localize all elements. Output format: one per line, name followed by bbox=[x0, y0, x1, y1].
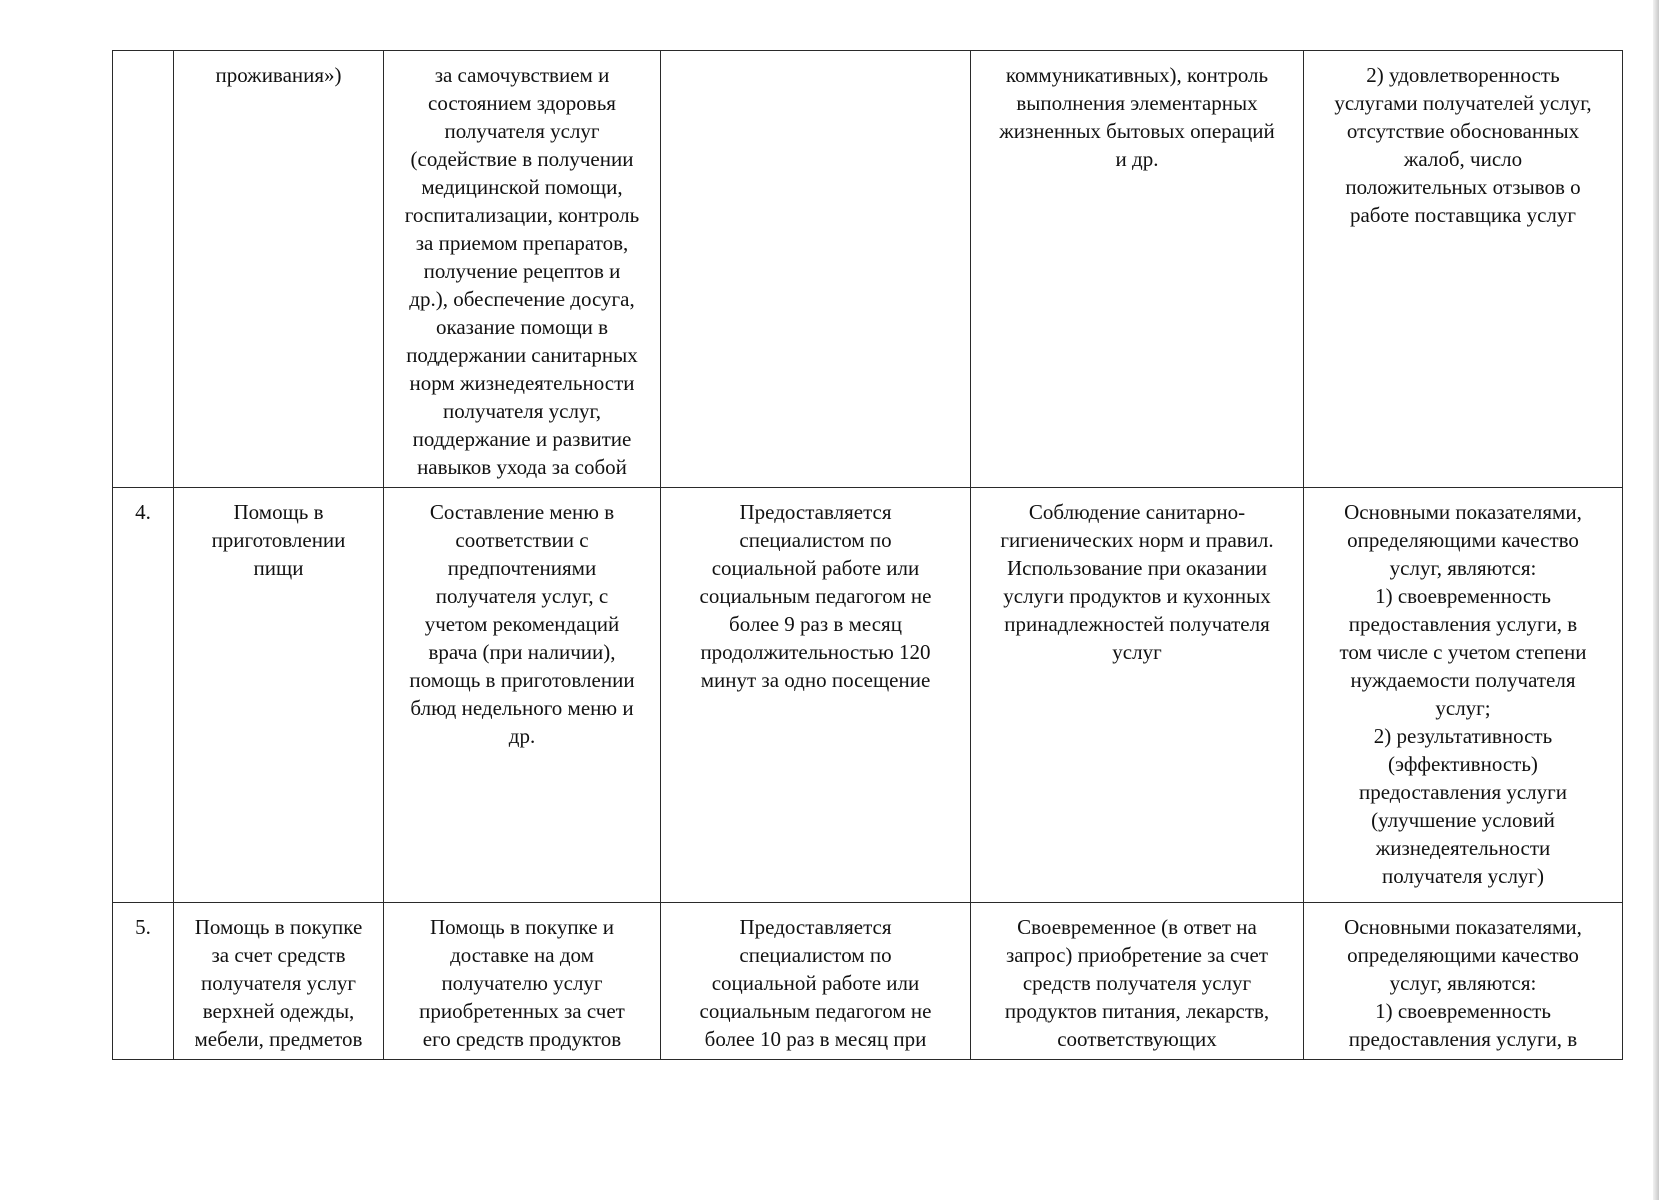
row-number-cell bbox=[113, 51, 174, 488]
scan-edge bbox=[1653, 0, 1659, 1200]
row-number-cell: 5. bbox=[113, 903, 174, 1060]
service-description-cell: за самочувствием и состоянием здоровья получателя услуг (содействие в получении медицинской помощи, госпитализации, контроль за приемом препаратов, получение рецептов и др.), обеспечение досуга, оказание помощи в поддержании санитарных норм жизнедеятельности получателя услуг, поддержание и развитие навыков ухода за собой bbox=[384, 51, 661, 488]
quality-indicators-cell: Основными показателями, определяющими качество услуг, являются: 1) своевременность предоставления услуги, в том числе с учетом степени нуждаемости получателя услуг; 2) результативность (эффективность) предоставления услуги (улучшение условий жизнедеятельности получателя услуг) bbox=[1304, 488, 1623, 903]
service-provision-cell: Предоставляется специалистом по социальной работе или социальным педагогом не более 10 раз в месяц при bbox=[661, 903, 971, 1060]
service-description-cell: Составление меню в соответствии с предпочтениями получателя услуг, с учетом рекомендаций врача (при наличии), помощь в приготовлении блюд недельного меню и др. bbox=[384, 488, 661, 903]
quality-indicators-cell: Основными показателями, определяющими качество услуг, являются: 1) своевременность предоставления услуги, в bbox=[1304, 903, 1623, 1060]
service-conditions-cell: Соблюдение санитарно- гигиенических норм и правил. Использование при оказании услуги продуктов и кухонных принадлежностей получателя услуг bbox=[971, 488, 1304, 903]
row-number-cell: 4. bbox=[113, 488, 174, 903]
service-conditions-cell: коммуникативных), контроль выполнения элементарных жизненных бытовых операций и др. bbox=[971, 51, 1304, 488]
service-name-cell: проживания») bbox=[174, 51, 384, 488]
table-row bbox=[113, 488, 1623, 903]
quality-indicators-cell: 2) удовлетворенность услугами получателей услуг, отсутствие обоснованных жалоб, число положительных отзывов о работе поставщика услуг bbox=[1304, 51, 1623, 488]
services-table bbox=[112, 50, 1623, 1060]
page-header-fragment bbox=[110, 0, 280, 4]
service-description-cell: Помощь в покупке и доставке на дом получателю услуг приобретенных за счет его средств продуктов bbox=[384, 903, 661, 1060]
table-row bbox=[113, 51, 1623, 488]
service-provision-cell: Предоставляется специалистом по социальной работе или социальным педагогом не более 9 раз в месяц продолжительностью 120 минут за одно посещение bbox=[661, 488, 971, 903]
service-name-cell: Помощь в покупке за счет средств получателя услуг верхней одежды, мебели, предметов bbox=[174, 903, 384, 1060]
service-name-cell: Помощь в приготовлении пищи bbox=[174, 488, 384, 903]
service-conditions-cell: Своевременное (в ответ на запрос) приобретение за счет средств получателя услуг продуктов питания, лекарств, соответствующих bbox=[971, 903, 1304, 1060]
table-row bbox=[113, 903, 1623, 1060]
service-provision-cell bbox=[661, 51, 971, 488]
